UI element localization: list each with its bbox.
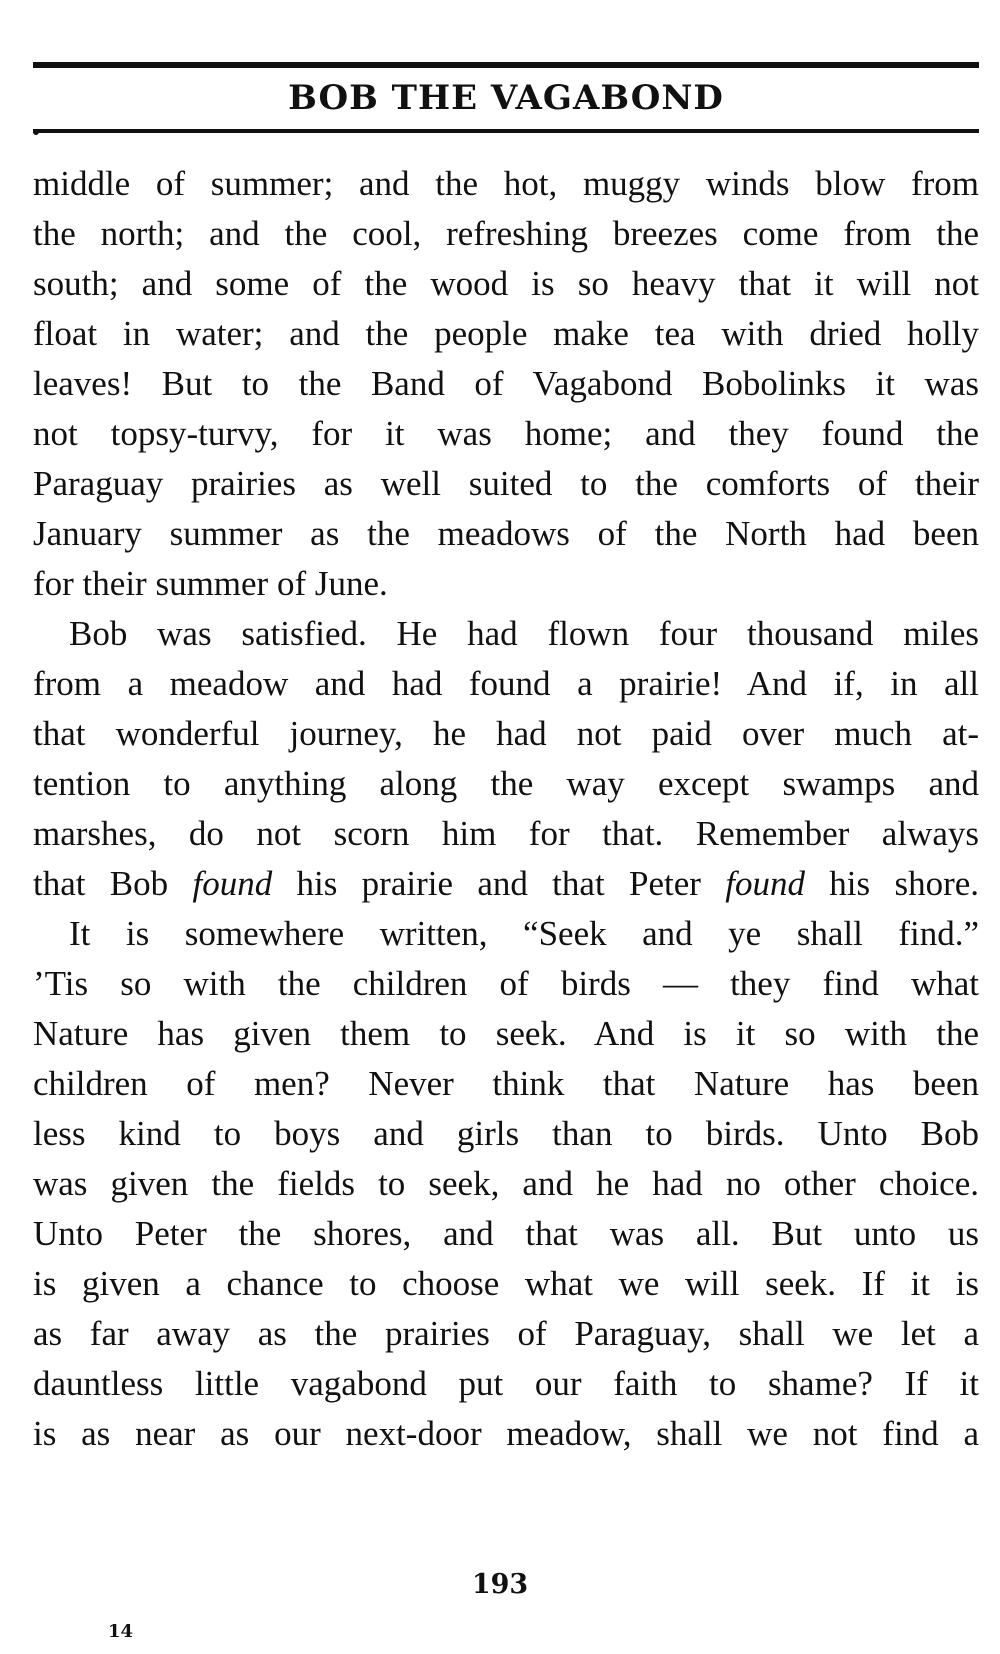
paragraph <box>33 159 979 609</box>
text-run: ’Tis so with the children of birds — they find what <box>33 964 979 1003</box>
text-line <box>33 609 979 659</box>
header-rule-top <box>33 62 979 68</box>
text-run: that wonderful journey, he had not paid over much at- <box>33 714 979 753</box>
header-rule-dot <box>33 129 39 135</box>
text-run: Nature has given them to seek. And is it so with the <box>33 1014 979 1053</box>
text-run: not topsy-turvy, for it was home; and they found the <box>33 414 979 453</box>
paragraph <box>33 909 979 1459</box>
signature-mark: 14 <box>108 1621 134 1642</box>
text-run: middle of summer; and the hot, muggy winds blow from <box>33 164 979 203</box>
text-run: from a meadow and had found a prairie! And if, in all <box>33 664 979 703</box>
text-run: Paraguay prairies as well suited to the comforts of their <box>33 464 979 503</box>
text-line <box>33 959 979 1009</box>
text-line <box>33 909 979 959</box>
text-run: tention to anything along the way except swamps and <box>33 764 979 803</box>
page-number: 193 <box>471 1569 529 1600</box>
text-line <box>33 459 979 509</box>
text-run: leaves! But to the Band of Vagabond Bobolinks it was <box>33 364 979 403</box>
text-run: Bob was satisfied. He had flown four thousand miles <box>69 614 979 653</box>
text-line <box>33 559 979 609</box>
text-line <box>33 709 979 759</box>
text-line <box>33 1359 979 1409</box>
italic-text: found <box>192 864 273 903</box>
text-line <box>33 1109 979 1159</box>
text-line <box>33 309 979 359</box>
text-run: less kind to boys and girls than to birds. Unto Bob <box>33 1114 979 1153</box>
text-run: children of men? Never think that Nature has been <box>33 1064 979 1103</box>
italic-text: found <box>725 864 805 903</box>
text-line <box>33 1059 979 1109</box>
text-line <box>33 659 979 709</box>
text-run: marshes, do not scorn him for that. Remember always <box>33 814 979 853</box>
paragraph <box>33 609 979 909</box>
text-line <box>33 509 979 559</box>
text-run: was given the fields to seek, and he had no other choice. <box>33 1164 979 1203</box>
text-run: is given a chance to choose what we will seek. If it is <box>33 1264 979 1303</box>
text-line <box>33 1209 979 1259</box>
text-line <box>33 359 979 409</box>
text-run: that Bob <box>33 864 193 903</box>
header-rule-bottom <box>33 129 979 133</box>
text-line <box>33 809 979 859</box>
text-run: Unto Peter the shores, and that was all. But unto us <box>33 1214 979 1253</box>
text-run: is as near as our next-door meadow, shall we not find a <box>33 1414 979 1453</box>
text-run: the north; and the cool, refreshing breezes come from the <box>33 214 979 253</box>
text-run: float in water; and the people make tea with dried holly <box>33 314 979 353</box>
body-text <box>33 159 979 1459</box>
text-line <box>33 859 979 909</box>
text-run: January summer as the meadows of the North had been <box>33 514 979 553</box>
text-line <box>33 1009 979 1059</box>
text-run: as far away as the prairies of Paraguay, shall we let a <box>33 1314 979 1353</box>
text-run: south; and some of the wood is so heavy that it will not <box>33 264 979 303</box>
text-line <box>33 759 979 809</box>
text-run: his prairie and that Peter <box>272 864 726 903</box>
text-line <box>33 1309 979 1359</box>
running-head: BOB THE VAGABOND <box>288 78 724 118</box>
text-line <box>33 1159 979 1209</box>
text-line <box>33 1409 979 1459</box>
text-line <box>33 259 979 309</box>
text-run: dauntless little vagabond put our faith to shame? If it <box>33 1364 979 1403</box>
text-run: It is somewhere written, “Seek and ye shall find.” <box>69 914 979 953</box>
text-line <box>33 209 979 259</box>
text-run: for their summer of June. <box>33 564 388 603</box>
text-line <box>33 159 979 209</box>
text-run: his shore. <box>804 864 980 903</box>
text-line <box>33 1259 979 1309</box>
text-line <box>33 409 979 459</box>
